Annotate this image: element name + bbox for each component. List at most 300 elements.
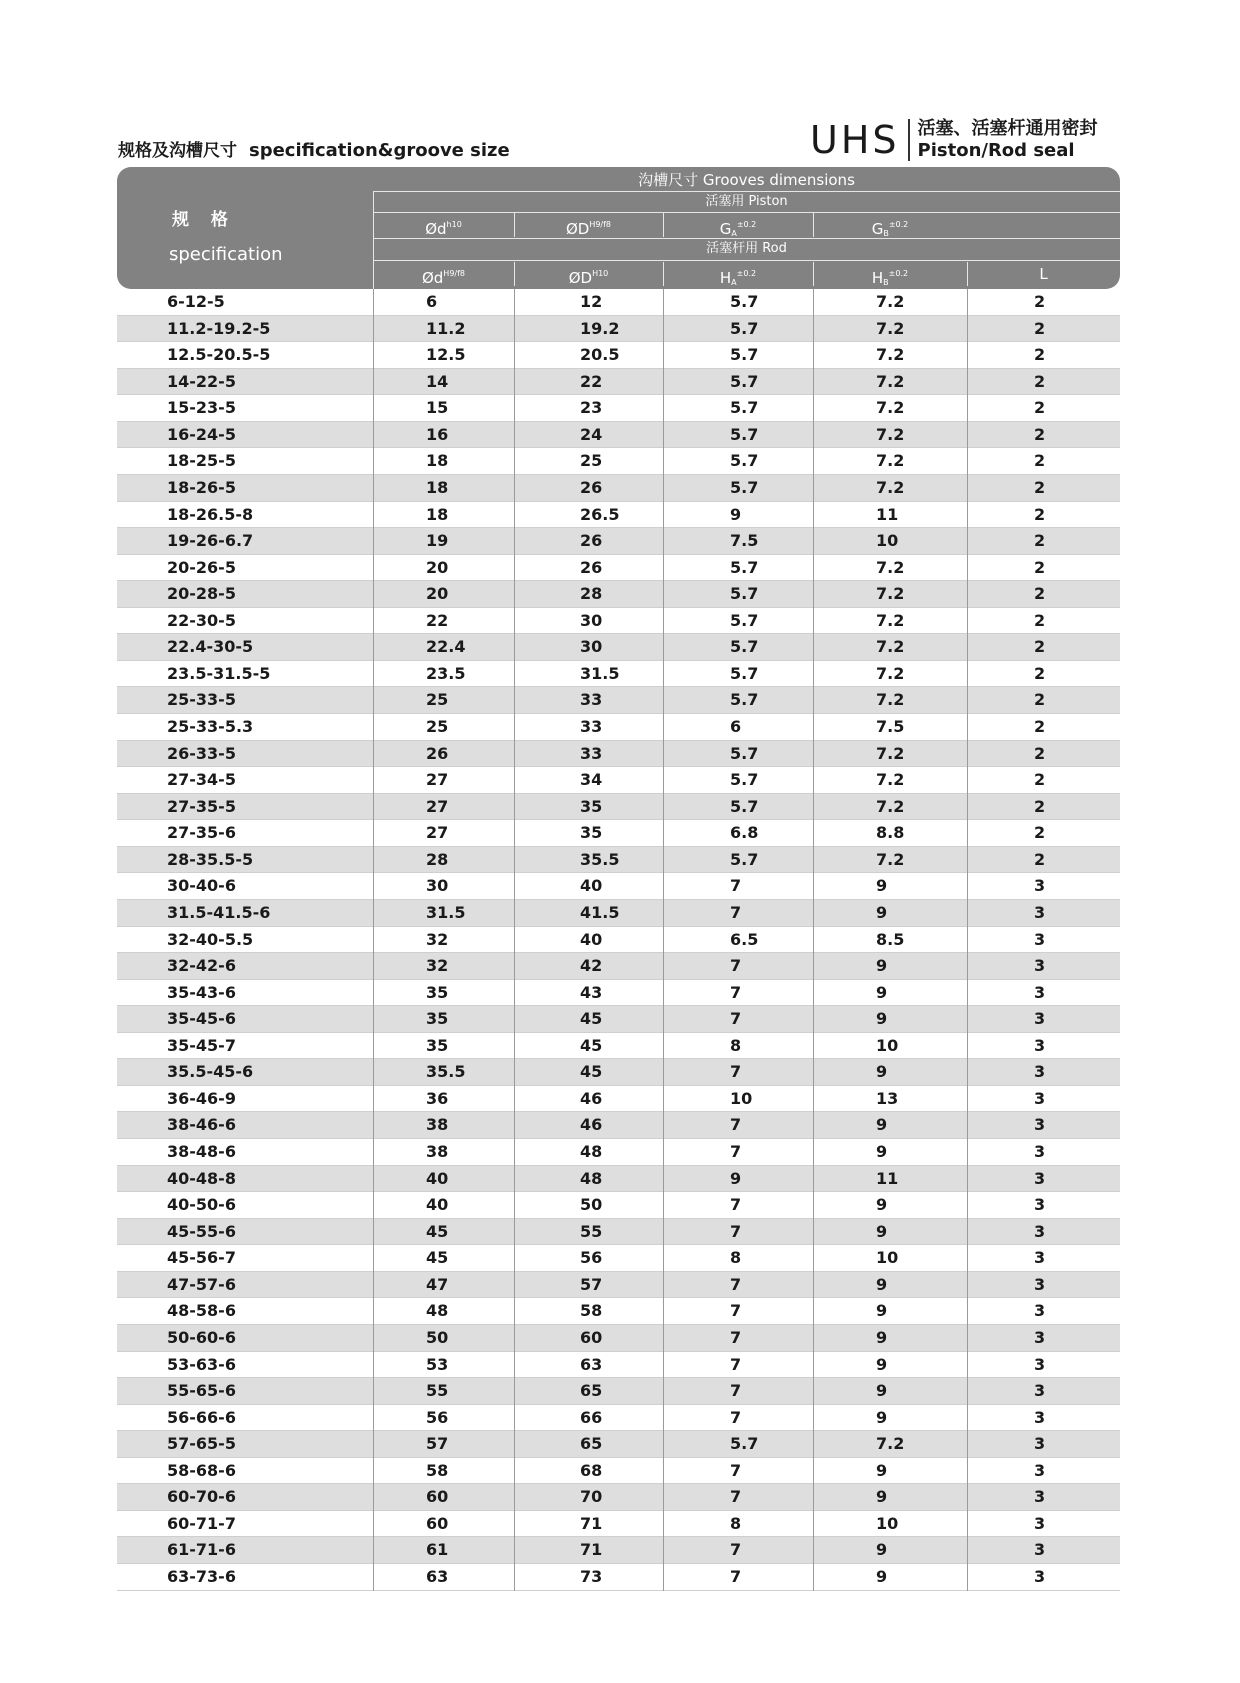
value-cell: 35: [426, 1035, 449, 1055]
value-cell: 10: [876, 1035, 899, 1055]
value-cell: 2: [1034, 424, 1046, 444]
value-cell: 45: [580, 1009, 603, 1029]
value-cell: 9: [876, 876, 888, 896]
spec-cell: 27-35-6: [167, 823, 236, 843]
value-cell: 32: [426, 929, 449, 949]
value-cell: 65: [580, 1381, 603, 1401]
value-cell: 66: [580, 1407, 603, 1427]
value-cell: 11: [876, 504, 899, 524]
value-cell: 3: [1034, 876, 1046, 896]
value-cell: 7: [730, 1195, 742, 1215]
value-cell: 3: [1034, 1460, 1046, 1480]
spec-cell: 25-33-5: [167, 690, 236, 710]
piston-col-label: Ød: [425, 220, 447, 238]
value-cell: 2: [1034, 849, 1046, 869]
spec-cell: 61-71-6: [167, 1540, 236, 1560]
value-cell: 9: [876, 1142, 888, 1161]
value-cell: 48: [426, 1301, 449, 1321]
value-cell: 25: [426, 717, 449, 736]
value-cell: 27: [426, 823, 449, 843]
value-cell: 18: [426, 451, 449, 471]
rod-col-tolerance: ±0.2: [736, 269, 757, 278]
piston-col-tolerance: ±0.2: [888, 220, 909, 229]
value-cell: 60: [426, 1487, 449, 1507]
spec-cell: 50-60-6: [167, 1327, 236, 1347]
value-cell: 7: [730, 1062, 742, 1082]
value-cell: 7: [730, 956, 742, 976]
value-cell: 10: [876, 1248, 899, 1268]
value-cell: 7: [730, 1460, 742, 1480]
spec-cell: 22-30-5: [167, 610, 236, 630]
value-cell: 5.7: [730, 292, 759, 311]
spec-cell: 58-68-6: [167, 1460, 236, 1480]
table-row: [117, 1112, 1120, 1139]
table-row: [117, 1352, 1120, 1379]
value-cell: 7: [730, 1274, 742, 1294]
value-cell: 7: [730, 982, 742, 1002]
rod-col-4: [967, 262, 1120, 286]
value-cell: 7.2: [876, 424, 905, 444]
value-cell: 8.5: [876, 929, 905, 949]
value-cell: 7.2: [876, 610, 905, 630]
rod-col-subscript: A: [731, 278, 737, 287]
value-cell: 45: [426, 1221, 449, 1241]
value-cell: 20.5: [580, 345, 620, 365]
value-cell: 5.7: [730, 477, 759, 497]
value-cell: 33: [580, 717, 603, 736]
value-cell: 38: [426, 1115, 449, 1135]
value-cell: 26: [580, 557, 603, 577]
spec-cell: 48-58-6: [167, 1301, 236, 1321]
value-cell: 30: [426, 876, 449, 896]
value-cell: 38: [426, 1142, 449, 1161]
value-cell: 35: [580, 796, 603, 816]
value-cell: 40: [580, 876, 603, 896]
value-cell: 7: [730, 876, 742, 896]
spec-cell: 27-34-5: [167, 770, 236, 790]
value-cell: 5.7: [730, 584, 759, 604]
table-row: [117, 794, 1120, 821]
value-cell: 13: [876, 1088, 899, 1108]
spec-cell: 27-35-5: [167, 796, 236, 816]
value-cell: 27: [426, 770, 449, 790]
value-cell: 7.2: [876, 477, 905, 497]
value-cell: 3: [1034, 1035, 1046, 1055]
value-cell: 2: [1034, 717, 1046, 736]
value-cell: 2: [1034, 610, 1046, 630]
spec-cell: 57-65-5: [167, 1434, 236, 1454]
spec-cell: 35-43-6: [167, 982, 236, 1002]
value-cell: 19: [426, 531, 449, 551]
value-cell: 45: [580, 1062, 603, 1082]
value-cell: 57: [580, 1274, 603, 1294]
spec-cell: 63-73-6: [167, 1567, 236, 1586]
value-cell: 11: [876, 1168, 899, 1188]
piston-col-tolerance: h10: [446, 220, 462, 229]
value-cell: 2: [1034, 371, 1046, 391]
value-cell: 7.2: [876, 637, 905, 657]
spec-cell: 60-71-7: [167, 1513, 236, 1533]
value-cell: 47: [426, 1274, 449, 1294]
rod-col-label: Ød: [421, 269, 444, 287]
value-cell: 9: [876, 1354, 888, 1374]
piston-col-subscript: A: [731, 229, 737, 238]
value-cell: 7: [730, 1009, 742, 1029]
value-cell: 12: [580, 292, 603, 311]
value-cell: 5.7: [730, 849, 759, 869]
value-cell: 3: [1034, 1088, 1046, 1108]
value-cell: 46: [580, 1088, 603, 1108]
table-row: [117, 980, 1120, 1007]
value-cell: 20: [426, 557, 449, 577]
value-cell: 9: [876, 1274, 888, 1294]
value-cell: 50: [580, 1195, 603, 1215]
table-row: [117, 1325, 1120, 1352]
value-cell: 3: [1034, 929, 1046, 949]
value-cell: 6: [426, 292, 438, 311]
value-cell: 10: [876, 1513, 899, 1533]
value-cell: 30: [580, 610, 603, 630]
header-cell-divider: [514, 262, 515, 286]
value-cell: 19.2: [580, 318, 620, 338]
value-cell: 8: [730, 1035, 742, 1055]
column-divider: [813, 289, 814, 1591]
product-name-zh: 活塞、活塞杆通用密封: [917, 118, 1098, 139]
value-cell: 25: [580, 451, 603, 471]
table-row: [117, 820, 1120, 847]
rod-col-tolerance: H10: [592, 269, 609, 278]
spec-cell: 40-50-6: [167, 1195, 236, 1215]
value-cell: 22.4: [426, 637, 466, 657]
value-cell: 2: [1034, 531, 1046, 551]
value-cell: 34: [580, 770, 603, 790]
table-row: [117, 900, 1120, 927]
value-cell: 31.5: [426, 902, 466, 922]
value-cell: 3: [1034, 1487, 1046, 1507]
value-cell: 2: [1034, 451, 1046, 471]
value-cell: 9: [876, 1567, 888, 1586]
value-cell: 7.2: [876, 770, 905, 790]
rod-header: 活塞杆用 Rod: [706, 241, 787, 256]
table-row: [117, 1192, 1120, 1219]
value-cell: 5.7: [730, 796, 759, 816]
spec-cell: 32-40-5.5: [167, 929, 254, 949]
piston-col-label: G: [719, 220, 732, 238]
spec-cell: 47-57-6: [167, 1274, 236, 1294]
value-cell: 9: [876, 1540, 888, 1560]
value-cell: 7.2: [876, 371, 905, 391]
spec-cell: 18-25-5: [167, 451, 236, 471]
spec-cell: 36-46-9: [167, 1088, 236, 1108]
rod-col-1: [514, 262, 663, 286]
header-cell-divider: [663, 262, 664, 286]
value-cell: 58: [426, 1460, 449, 1480]
table-row: [117, 1484, 1120, 1511]
value-cell: 3: [1034, 1248, 1046, 1268]
value-cell: 18: [426, 504, 449, 524]
header-cell-divider: [813, 262, 814, 286]
table-row: [117, 714, 1120, 741]
value-cell: 3: [1034, 1195, 1046, 1215]
value-cell: 5.7: [730, 663, 759, 683]
value-cell: 63: [426, 1567, 449, 1586]
value-cell: 42: [580, 956, 603, 976]
table-row: [117, 581, 1120, 608]
value-cell: 9: [876, 1115, 888, 1135]
value-cell: 7.5: [730, 531, 759, 551]
table-row: [117, 502, 1120, 529]
value-cell: 7.2: [876, 451, 905, 471]
spec-cell: 35-45-6: [167, 1009, 236, 1029]
header-rule: [373, 260, 1120, 261]
value-cell: 12.5: [426, 345, 466, 365]
value-cell: 2: [1034, 770, 1046, 790]
value-cell: 3: [1034, 1115, 1046, 1135]
value-cell: 45: [580, 1035, 603, 1055]
table-row: [117, 1458, 1120, 1485]
grooves-header: 沟槽尺寸 Grooves dimensions: [638, 171, 855, 189]
value-cell: 22: [580, 371, 603, 391]
table-row: [117, 316, 1120, 343]
value-cell: 7.2: [876, 690, 905, 710]
spec-cell: 53-63-6: [167, 1354, 236, 1374]
value-cell: 28: [426, 849, 449, 869]
page-title: [118, 136, 510, 161]
rod-col-0: [373, 262, 514, 286]
rod-col-label: L: [1039, 265, 1048, 283]
value-cell: 7: [730, 1221, 742, 1241]
table-row: [117, 1139, 1120, 1166]
value-cell: 7.2: [876, 663, 905, 683]
value-cell: 18: [426, 477, 449, 497]
value-cell: 9: [876, 1301, 888, 1321]
header-cell-divider: [514, 213, 515, 237]
value-cell: 9: [876, 982, 888, 1002]
value-cell: 2: [1034, 504, 1046, 524]
value-cell: 5.7: [730, 610, 759, 630]
value-cell: 45: [426, 1248, 449, 1268]
value-cell: 57: [426, 1434, 449, 1454]
table-row: [117, 1405, 1120, 1432]
column-divider: [663, 289, 664, 1591]
value-cell: 26.5: [580, 504, 620, 524]
value-cell: 32: [426, 956, 449, 976]
value-cell: 7.2: [876, 584, 905, 604]
table-row: [117, 1511, 1120, 1538]
value-cell: 7: [730, 1115, 742, 1135]
product-name-en: Piston/Rod seal: [917, 140, 1075, 161]
value-cell: 71: [580, 1513, 603, 1533]
spec-cell: 56-66-6: [167, 1407, 236, 1427]
table-row: [117, 1298, 1120, 1325]
header-cell-divider: [813, 213, 814, 237]
page-title-zh: 规格及沟槽尺寸: [118, 141, 237, 161]
table-row: [117, 927, 1120, 954]
value-cell: 2: [1034, 637, 1046, 657]
spec-cell: 28-35.5-5: [167, 849, 254, 869]
value-cell: 35: [426, 982, 449, 1002]
table-row: [117, 1033, 1120, 1060]
spec-cell: 31.5-41.5-6: [167, 902, 271, 922]
value-cell: 16: [426, 424, 449, 444]
spec-cell: 45-55-6: [167, 1221, 236, 1241]
spec-cell: 19-26-6.7: [167, 531, 254, 551]
value-cell: 7: [730, 1540, 742, 1560]
piston-col-3: [813, 213, 967, 237]
spec-cell: 11.2-19.2-5: [167, 318, 271, 338]
value-cell: 5.7: [730, 690, 759, 710]
spec-cell: 22.4-30-5: [167, 637, 254, 657]
header-rule: [373, 238, 1120, 239]
piston-header: 活塞用 Piston: [705, 194, 788, 209]
value-cell: 7: [730, 1381, 742, 1401]
value-cell: 2: [1034, 318, 1046, 338]
value-cell: 7.2: [876, 1434, 905, 1454]
value-cell: 2: [1034, 823, 1046, 843]
value-cell: 26: [426, 743, 449, 763]
value-cell: 15: [426, 398, 449, 418]
value-cell: 46: [580, 1115, 603, 1135]
value-cell: 3: [1034, 1142, 1046, 1161]
value-cell: 40: [580, 929, 603, 949]
piston-col-tolerance: H9/f8: [589, 220, 612, 229]
value-cell: 7.2: [876, 345, 905, 365]
table-row: [117, 1219, 1120, 1246]
value-cell: 71: [580, 1540, 603, 1560]
value-cell: 5.7: [730, 345, 759, 365]
value-cell: 7.2: [876, 796, 905, 816]
value-cell: 48: [580, 1142, 603, 1161]
value-cell: 5.7: [730, 371, 759, 391]
rod-col-label: H: [719, 269, 732, 287]
value-cell: 28: [580, 584, 603, 604]
table-row: [117, 1431, 1120, 1458]
value-cell: 20: [426, 584, 449, 604]
value-cell: 2: [1034, 557, 1046, 577]
spec-cell: 35.5-45-6: [167, 1062, 254, 1082]
value-cell: 6: [730, 717, 742, 736]
value-cell: 5.7: [730, 743, 759, 763]
value-cell: 2: [1034, 690, 1046, 710]
value-cell: 9: [876, 1221, 888, 1241]
value-cell: 26: [580, 477, 603, 497]
value-cell: 2: [1034, 796, 1046, 816]
value-cell: 3: [1034, 1301, 1046, 1321]
spec-table-body: [117, 289, 1120, 1591]
spec-cell: 20-26-5: [167, 557, 236, 577]
value-cell: 9: [730, 1168, 742, 1188]
value-cell: 2: [1034, 292, 1046, 311]
value-cell: 2: [1034, 477, 1046, 497]
value-cell: 35.5: [426, 1062, 466, 1082]
value-cell: 9: [876, 1381, 888, 1401]
value-cell: 3: [1034, 1567, 1046, 1586]
value-cell: 40: [426, 1195, 449, 1215]
value-cell: 23: [580, 398, 603, 418]
spec-cell: 45-56-7: [167, 1248, 236, 1268]
spec-header: [117, 167, 373, 289]
table-row: [117, 342, 1120, 369]
table-row: [117, 1086, 1120, 1113]
value-cell: 5.7: [730, 318, 759, 338]
rod-col-label: H: [871, 269, 884, 287]
spec-cell: 26-33-5: [167, 743, 236, 763]
value-cell: 5.7: [730, 637, 759, 657]
value-cell: 22: [426, 610, 449, 630]
value-cell: 70: [580, 1487, 603, 1507]
piston-col-2: [663, 213, 813, 237]
table-row: [117, 395, 1120, 422]
value-cell: 9: [730, 504, 742, 524]
value-cell: 7.2: [876, 292, 905, 311]
value-cell: 7: [730, 1142, 742, 1161]
table-row: [117, 369, 1120, 396]
table-row: [117, 475, 1120, 502]
piston-col-0: [373, 213, 514, 237]
value-cell: 9: [876, 902, 888, 922]
value-cell: 5.7: [730, 1434, 759, 1454]
value-cell: 7: [730, 902, 742, 922]
table-row: [117, 1166, 1120, 1193]
column-divider: [373, 289, 374, 1591]
value-cell: 7.2: [876, 849, 905, 869]
value-cell: 33: [580, 690, 603, 710]
spec-cell: 18-26.5-8: [167, 504, 254, 524]
spec-cell: 40-48-8: [167, 1168, 236, 1188]
rod-col-3: [813, 262, 967, 286]
value-cell: 7.2: [876, 743, 905, 763]
rod-col-tolerance: H9/f8: [443, 269, 466, 278]
value-cell: 7: [730, 1327, 742, 1347]
value-cell: 3: [1034, 1540, 1046, 1560]
spec-cell: 12.5-20.5-5: [167, 345, 271, 365]
table-row: [117, 1059, 1120, 1086]
brand-divider: [908, 119, 910, 161]
header-cell-divider: [967, 262, 968, 286]
value-cell: 5.7: [730, 398, 759, 418]
spec-cell: 35-45-7: [167, 1035, 236, 1055]
spec-cell: 55-65-6: [167, 1381, 236, 1401]
value-cell: 8.8: [876, 823, 905, 843]
value-cell: 8: [730, 1513, 742, 1533]
value-cell: 31.5: [580, 663, 620, 683]
value-cell: 61: [426, 1540, 449, 1560]
spec-cell: 25-33-5.3: [167, 717, 254, 736]
value-cell: 3: [1034, 1009, 1046, 1029]
table-row: [117, 1245, 1120, 1272]
value-cell: 7.2: [876, 557, 905, 577]
spec-cell: 6-12-5: [167, 292, 225, 311]
table-row: [117, 555, 1120, 582]
column-divider: [967, 289, 968, 1591]
table-row: [117, 953, 1120, 980]
spec-header-en: specification: [169, 244, 283, 265]
value-cell: 36: [426, 1088, 449, 1108]
spec-cell: 20-28-5: [167, 584, 236, 604]
value-cell: 7: [730, 1354, 742, 1374]
value-cell: 5.7: [730, 451, 759, 471]
table-row: [117, 847, 1120, 874]
value-cell: 63: [580, 1354, 603, 1374]
value-cell: 9: [876, 1460, 888, 1480]
value-cell: 10: [876, 531, 899, 551]
value-cell: 9: [876, 956, 888, 976]
value-cell: 3: [1034, 1221, 1046, 1241]
value-cell: 9: [876, 1062, 888, 1082]
table-row: [117, 661, 1120, 688]
value-cell: 6.8: [730, 823, 759, 843]
spec-cell: 32-42-6: [167, 956, 236, 976]
